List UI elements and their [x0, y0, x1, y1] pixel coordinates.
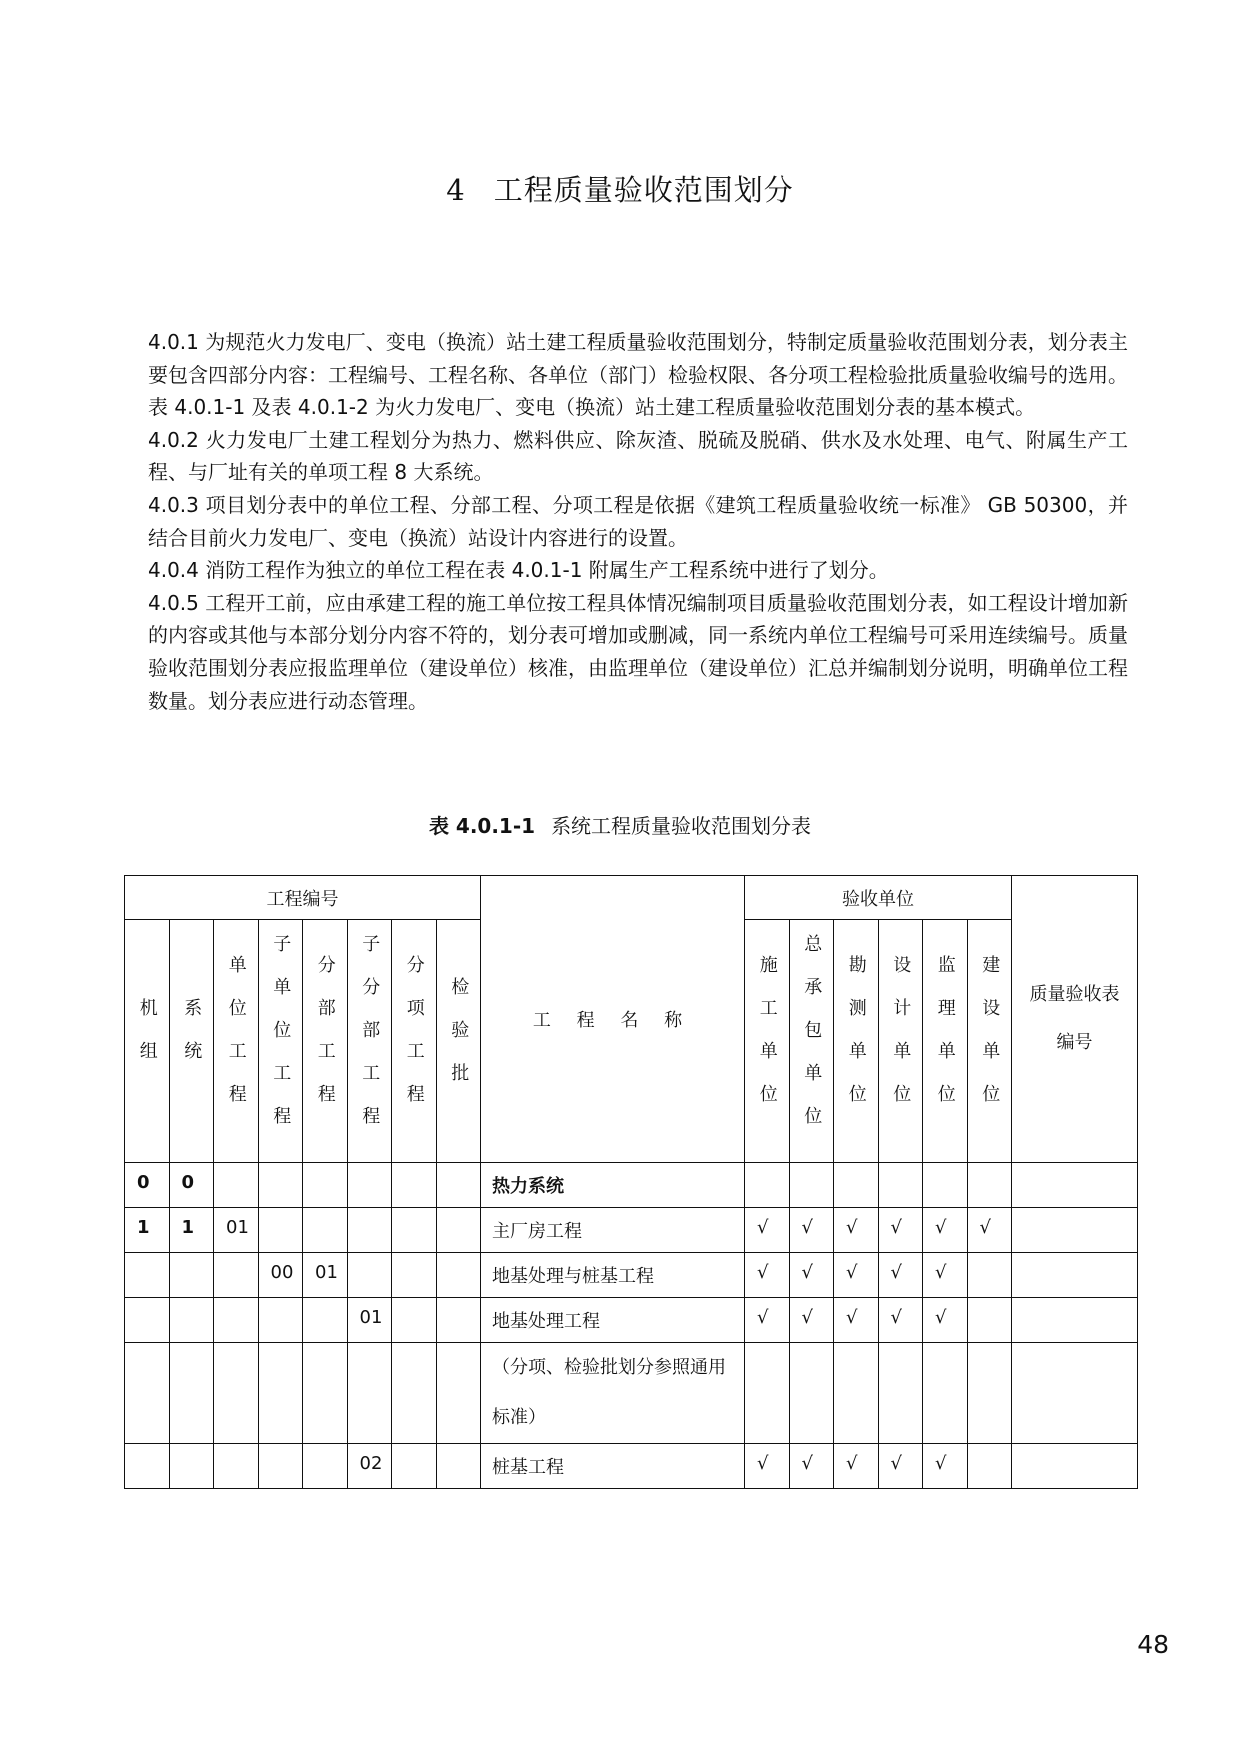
code-cell [258, 1208, 303, 1253]
header-unit-col-label: 设计单位 [890, 955, 912, 1127]
paragraph-4-0-3: 4.0.3 项目划分表中的单位工程、分部工程、分项工程是依据《建筑工程质量验收统一标准》 GB 50300，并结合目前火力发电厂、变电（换流）站设计内容进行的设置。 [148, 492, 1128, 550]
code-cell [125, 1298, 170, 1343]
header-unit-col-5 [967, 920, 1012, 1163]
check-cell: √ [834, 1444, 879, 1489]
check-cell: √ [923, 1298, 968, 1343]
header-code-col-5 [347, 920, 392, 1163]
note-line: 标准） [492, 1407, 546, 1428]
check-cell: √ [878, 1208, 923, 1253]
code-cell: 1 [169, 1208, 214, 1253]
table-title: 系统工程质量验收范围划分表 [551, 814, 812, 838]
code-cell [436, 1343, 481, 1444]
header-code-col-label: 检验批 [448, 976, 470, 1106]
check-cell: √ [745, 1208, 790, 1253]
code-cell [392, 1253, 437, 1298]
header-code-col-2 [214, 920, 259, 1163]
check-cell [967, 1253, 1012, 1298]
header-code-col-label: 分项工程 [403, 955, 425, 1127]
code-cell [258, 1444, 303, 1489]
check-cell: √ [789, 1208, 834, 1253]
paragraph-4-0-1: 4.0.1 为规范火力发电厂、变电（换流）站土建工程质量验收范围划分，特制定质量验收范围划分表，划分表主要包含四部分内容：工程编号、工程名称、各单位（部门）检验权限、各分项工程检验批质量验收编号的选用。表 4.0.1-1 及表 4.0.1-2 为火力发电厂、变电（换流）站土建工程质量验收范围划分表的基本模式。 [148, 330, 1128, 420]
check-cell [745, 1163, 790, 1208]
header-code-col-label: 子分部工程 [359, 933, 381, 1149]
check-cell: √ [789, 1253, 834, 1298]
check-cell [878, 1163, 923, 1208]
check-cell [923, 1343, 968, 1444]
header-unit-col-0 [745, 920, 790, 1163]
project-name-cell: 桩基工程 [481, 1444, 745, 1489]
check-cell [923, 1163, 968, 1208]
check-cell: √ [834, 1253, 879, 1298]
code-cell [214, 1163, 259, 1208]
check-cell [967, 1444, 1012, 1489]
code-cell [303, 1298, 348, 1343]
check-cell: √ [834, 1298, 879, 1343]
header-code-col-label: 系统 [181, 998, 203, 1084]
header-unit-col-3 [878, 920, 923, 1163]
check-cell: √ [745, 1444, 790, 1489]
code-cell [436, 1253, 481, 1298]
header-project-name: 工 程 名 称 [481, 876, 745, 1163]
check-cell: √ [834, 1208, 879, 1253]
project-name-cell: 地基处理与桩基工程 [481, 1253, 745, 1298]
table-row [125, 1253, 1138, 1298]
check-cell: √ [745, 1253, 790, 1298]
chapter-title: 工程质量验收范围划分 [493, 173, 794, 207]
check-cell [789, 1163, 834, 1208]
table-row [125, 1444, 1138, 1489]
code-cell [214, 1253, 259, 1298]
code-cell [347, 1208, 392, 1253]
code-cell: 01 [303, 1253, 348, 1298]
code-cell [169, 1253, 214, 1298]
form-number-cell [1012, 1163, 1138, 1208]
code-cell [125, 1343, 170, 1444]
table-row [125, 1343, 1138, 1444]
code-cell: 01 [347, 1298, 392, 1343]
code-cell [214, 1444, 259, 1489]
header-code-col-label: 机组 [136, 998, 158, 1084]
header-code-col-label: 子单位工程 [270, 933, 292, 1149]
code-cell [303, 1444, 348, 1489]
check-cell: √ [789, 1444, 834, 1489]
code-cell [169, 1343, 214, 1444]
header-unit-col-label: 总承包单位 [801, 933, 823, 1149]
code-cell [347, 1343, 392, 1444]
check-cell [745, 1343, 790, 1444]
code-cell [347, 1253, 392, 1298]
check-cell: √ [923, 1444, 968, 1489]
code-cell [258, 1163, 303, 1208]
header-unit-col-label: 施工单位 [756, 955, 778, 1127]
page-number: 48 [1137, 1630, 1169, 1659]
code-cell [436, 1163, 481, 1208]
check-cell [967, 1163, 1012, 1208]
code-cell [436, 1444, 481, 1489]
code-cell: 1 [125, 1208, 170, 1253]
form-header-text: 质量验收表编号 [1029, 984, 1120, 1053]
check-cell [967, 1343, 1012, 1444]
header-code-col-0 [125, 920, 170, 1163]
header-unit-col-1 [789, 920, 834, 1163]
check-cell: √ [923, 1208, 968, 1253]
code-cell [258, 1343, 303, 1444]
check-cell: √ [878, 1253, 923, 1298]
code-cell [436, 1298, 481, 1343]
form-number-cell [1012, 1444, 1138, 1489]
check-cell [878, 1343, 923, 1444]
code-cell [214, 1343, 259, 1444]
form-number-cell [1012, 1343, 1138, 1444]
code-cell [436, 1208, 481, 1253]
header-units-group: 验收单位 [745, 876, 1012, 920]
code-cell: 0 [169, 1163, 214, 1208]
header-code-col-7 [436, 920, 481, 1163]
paragraph-4-0-4: 4.0.4 消防工程作为独立的单位工程在表 4.0.1-1 附属生产工程系统中进行了划分。 [148, 558, 889, 583]
header-code-col-label: 单位工程 [225, 955, 247, 1127]
code-cell [303, 1208, 348, 1253]
body-text [148, 326, 1128, 717]
code-cell [258, 1298, 303, 1343]
project-name-cell [481, 1343, 745, 1444]
check-cell [967, 1298, 1012, 1343]
check-cell [834, 1343, 879, 1444]
paragraph-4-0-2: 4.0.2 火力发电厂土建工程划分为热力、燃料供应、除灰渣、脱硫及脱硝、供水及水处理、电气、附属生产工程、与厂址有关的单项工程 8 大系统。 [148, 427, 1128, 485]
code-cell [392, 1208, 437, 1253]
header-unit-col-2 [834, 920, 879, 1163]
table-caption [0, 810, 1240, 839]
code-cell [169, 1298, 214, 1343]
code-cell [347, 1163, 392, 1208]
check-cell: √ [878, 1444, 923, 1489]
header-unit-col-4 [923, 920, 968, 1163]
table-row [125, 1163, 1138, 1208]
header-code-group: 工程编号 [125, 876, 481, 920]
code-cell [392, 1444, 437, 1489]
code-cell [169, 1444, 214, 1489]
project-name-cell: 主厂房工程 [481, 1208, 745, 1253]
header-code-col-1 [169, 920, 214, 1163]
header-code-col-6 [392, 920, 437, 1163]
check-cell [834, 1163, 879, 1208]
code-cell [392, 1163, 437, 1208]
form-number-cell [1012, 1253, 1138, 1298]
project-name-cell: 地基处理工程 [481, 1298, 745, 1343]
code-cell: 0 [125, 1163, 170, 1208]
header-unit-col-label: 监理单位 [934, 955, 956, 1127]
table-number: 表 4.0.1-1 [428, 814, 536, 838]
code-cell [214, 1298, 259, 1343]
code-cell: 01 [214, 1208, 259, 1253]
header-code-col-4 [303, 920, 348, 1163]
header-unit-col-label: 勘测单位 [845, 955, 867, 1127]
check-cell: √ [789, 1298, 834, 1343]
code-cell [125, 1444, 170, 1489]
project-name-cell: 热力系统 [481, 1163, 745, 1208]
check-cell [789, 1343, 834, 1444]
chapter-number: 4 [446, 173, 466, 207]
division-table [124, 875, 1138, 1489]
form-number-cell [1012, 1298, 1138, 1343]
code-cell [125, 1253, 170, 1298]
header-form-number [1012, 876, 1138, 1163]
form-number-cell [1012, 1208, 1138, 1253]
table-row [125, 1298, 1138, 1343]
check-cell: √ [967, 1208, 1012, 1253]
paragraph-4-0-5: 4.0.5 工程开工前，应由承建工程的施工单位按工程具体情况编制项目质量验收范围划分表，如工程设计增加新的内容或其他与本部分划分内容不符的，划分表可增加或删减，同一系统内单位工程编号可采用连续编号。质量验收范围划分表应报监理单位（建设单位）核准，由监理单位（建设单位）汇总并编制划分说明，明确单位工程数量。划分表应进行动态管理。 [148, 590, 1128, 713]
header-unit-col-label: 建设单位 [979, 955, 1001, 1127]
check-cell: √ [745, 1298, 790, 1343]
code-cell [392, 1298, 437, 1343]
code-cell [303, 1343, 348, 1444]
note-line: （分项、检验批划分参照通用 [492, 1357, 726, 1378]
code-cell [392, 1343, 437, 1444]
code-cell: 02 [347, 1444, 392, 1489]
header-code-col-3 [258, 920, 303, 1163]
header-code-col-label: 分部工程 [314, 955, 336, 1127]
table-row [125, 1208, 1138, 1253]
page-title [0, 168, 1240, 209]
check-cell: √ [878, 1298, 923, 1343]
code-cell [303, 1163, 348, 1208]
code-cell: 00 [258, 1253, 303, 1298]
check-cell: √ [923, 1253, 968, 1298]
